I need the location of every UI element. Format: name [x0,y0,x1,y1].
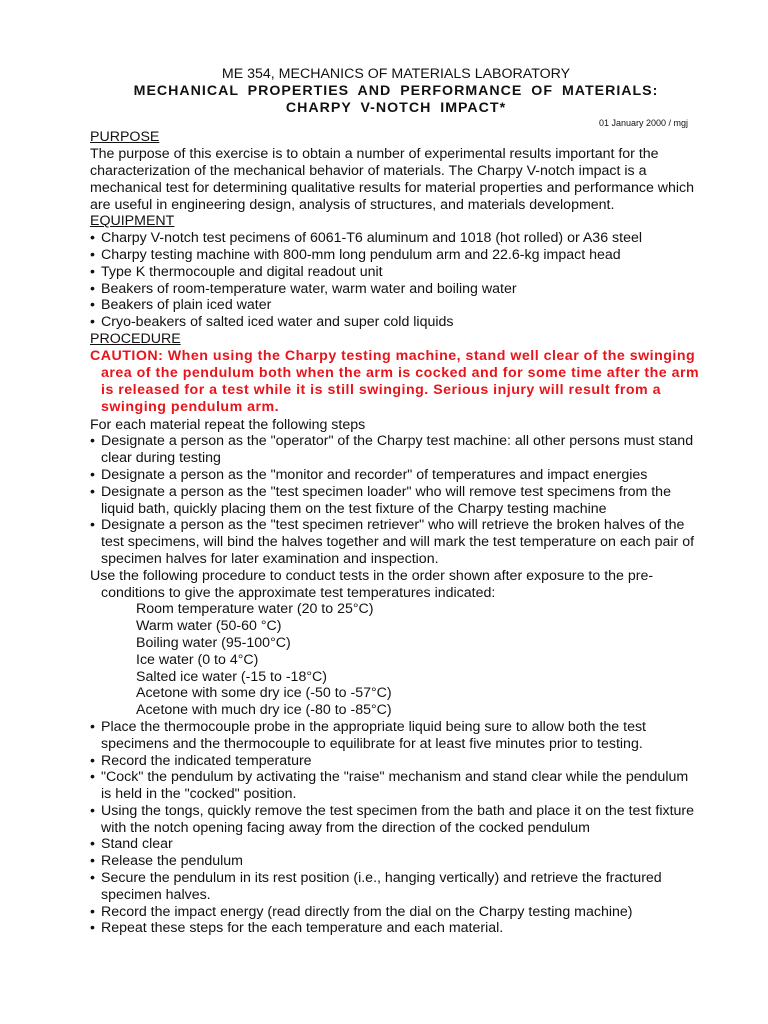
equipment-item: • Charpy testing machine with 800-mm long pendulum arm and 22.6-kg impact head [90,246,621,263]
roles-list [90,433,702,567]
step-item: • "Cock" the pendulum by activating the "raise" mechanism and stand clear while the pendulum is held in the "cocked" position. [90,769,689,803]
role-item: • Designate a person as the "test specimen retriever" who will retrieve the broken halves of the test specimens, will bind the halves together and will mark the test temperature on each pair of specimen halves for later examination and inspection. [90,517,695,567]
equipment-item: • Cryo-beakers of salted iced water and super cold liquids [90,314,454,331]
procedure-heading: PROCEDURE [90,330,181,347]
purpose-heading: PURPOSE [90,129,160,146]
step-item: • Secure the pendulum in its rest position (i.e., hanging vertically) and retrieve the fractured specimen halves. [90,870,662,903]
equipment-heading: EQUIPMENT [90,213,175,230]
role-item: • Designate a person as the "monitor and recorder" of temperatures and impact energies [90,466,648,483]
equipment-item: • Type K thermocouple and digital readout unit [90,263,383,280]
purpose-text: The purpose of this exercise is to obtain a number of experimental results important for the characterization of the mechanical behavior of materials. The Charpy V-notch impact is a mechanical test for determining qualitative results for material properties and performance which are useful in engineering design, analysis of structures, and materials development. [90,146,695,213]
condition-item: Warm water (50-60 °C) [136,618,282,635]
equipment-item: • Beakers of room-temperature water, warm water and boiling water [90,280,517,297]
document-date: 01 January 2000 / mgj [598,118,688,129]
condition-item: Acetone with much dry ice (-80 to -85°C) [136,702,392,719]
equipment-list [90,230,702,331]
step-item: • Repeat these steps for the each temperature and each material. [90,920,504,937]
caution-warning: CAUTION: When using the Charpy testing machine, stand well clear of the swinging area of the pendulum both when the arm is cocked and for some time after the arm is released for a test while it is still swinging. Serious injury will result from a swinging pendulum arm. [90,347,700,416]
step-item: • Place the thermocouple probe in the appropriate liquid being sure to allow both the test specimens and the thermocouple to equilibrate for at least five minutes prior to testing. [90,718,646,752]
condition-item: Boiling water (95-100°C) [136,634,291,651]
step-item: • Record the indicated temperature [90,752,312,769]
equipment-item: • Beakers of plain iced water [90,297,272,314]
equipment-item: • Charpy V-notch test pecimens of 6061-T6 aluminum and 1018 (hot rolled) or A36 steel [90,230,643,247]
step-item: • Record the impact energy (read directly from the dial on the Charpy testing machine) [90,903,633,920]
step-item: • Stand clear [90,836,173,853]
condition-item: Ice water (0 to 4°C) [136,651,259,668]
step-item: • Release the pendulum [90,853,243,870]
conditions-list [90,601,702,719]
role-item: • Designate a person as the "test specimen loader" who will remove test specimens from the liquid bath, quickly placing them on the test fixture of the Charpy testing machine [90,483,671,517]
step-item: • Using the tongs, quickly remove the test specimen from the bath and place it on the test fixture with the notch opening facing away from the direction of the cocked pendulum [90,802,695,836]
use-procedure-text: Use the following procedure to conduct tests in the order shown after exposure to the pre-conditions to give the approximate test temperatures indicated: [90,567,654,601]
role-item: • Designate a person as the "operator" of the Charpy test machine: all other persons must stand clear during testing [90,433,694,467]
document-page [90,66,702,937]
course-title: ME 354, MECHANICS OF MATERIALS LABORATORY [221,66,571,82]
condition-item: Room temperature water (20 to 25°C) [136,601,374,618]
condition-item: Salted ice water (-15 to -18°C) [136,668,327,685]
steps-list [90,719,702,937]
condition-item: Acetone with some dry ice (-50 to -57°C) [136,685,392,702]
document-title-line-2: CHARPY V-NOTCH IMPACT* [285,99,507,116]
procedure-intro: For each material repeat the following steps [90,416,366,433]
document-title-line-1: MECHANICAL PROPERTIES AND PERFORMANCE OF MATERIALS: [133,82,659,99]
